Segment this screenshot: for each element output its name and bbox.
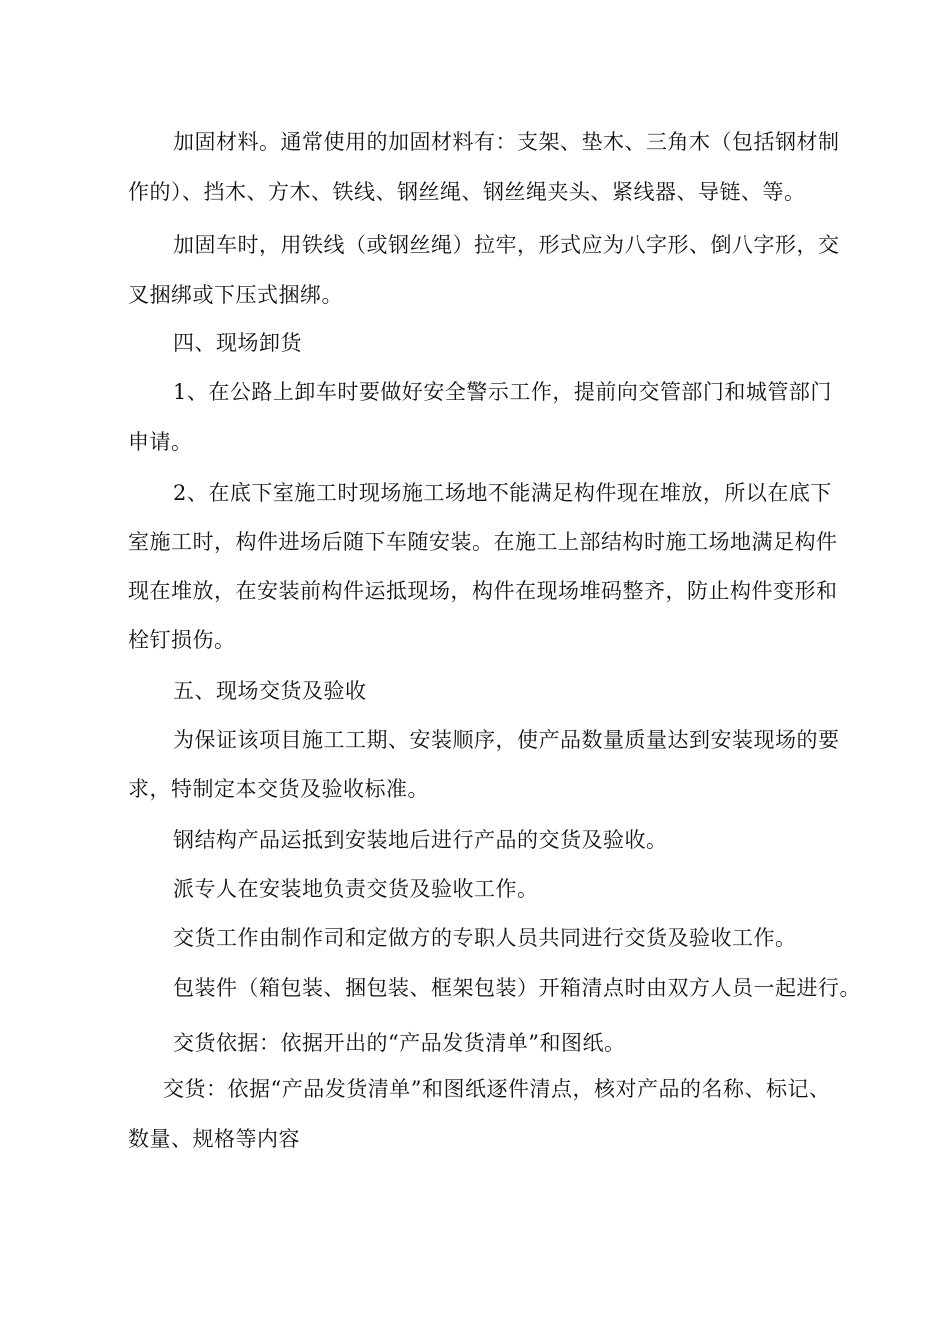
paragraph-line: 室施工时，构件进场后随下车随安装。在施工上部结构时施工场地满足构件: [128, 530, 838, 554]
paragraph-line: 栓钉损伤。: [128, 628, 236, 652]
paragraph-line: 1、在公路上卸车时要做好安全警示工作，提前向交管部门和城管部门: [173, 380, 832, 404]
paragraph-line: 求，特制定本交货及验收标准。: [128, 777, 429, 801]
paragraph-line: 加固车时，用铁线（或钢丝绳）拉牢，形式应为八字形、倒八字形，交: [173, 233, 840, 257]
paragraph-line: 交货依据：依据开出的“产品发货清单”和图纸。: [173, 1031, 626, 1055]
paragraph-line: 加固材料。通常使用的加固材料有：支架、垫木、三角木（包括钢材制: [173, 130, 840, 154]
paragraph-line: 申请。: [128, 430, 193, 454]
paragraph-line: 包装件（箱包装、捆包装、框架包装）开箱清点时由双方人员一起进行。: [173, 976, 861, 1000]
paragraph-line: 派专人在安装地负责交货及验收工作。: [173, 877, 539, 901]
paragraph-line: 数量、规格等内容: [128, 1127, 300, 1151]
section-heading: 五、现场交货及验收: [173, 679, 367, 703]
paragraph-line: 现在堆放，在安装前构件运抵现场，构件在现场堆码整齐，防止构件变形和: [128, 579, 838, 603]
paragraph-line: 作的）、挡木、方木、铁线、钢丝绳、钢丝绳夹头、紧线器、导链、等。: [128, 180, 806, 204]
paragraph-line: 钢结构产品运抵到安装地后进行产品的交货及验收。: [173, 828, 668, 852]
paragraph-line: 交货工作由制作司和定做方的专职人员共同进行交货及验收工作。: [173, 926, 797, 950]
paragraph-line: 2、在底下室施工时现场施工场地不能满足构件现在堆放，所以在底下: [173, 481, 832, 505]
section-heading: 四、现场卸货: [173, 331, 302, 355]
paragraph-line: 交货：依据“产品发货清单”和图纸逐件清点，核对产品的名称、标记、: [163, 1077, 831, 1101]
paragraph-line: 叉捆绑或下压式捆绑。: [128, 283, 343, 307]
paragraph-line: 为保证该项目施工工期、安装顺序，使产品数量质量达到安装现场的要: [173, 728, 840, 752]
